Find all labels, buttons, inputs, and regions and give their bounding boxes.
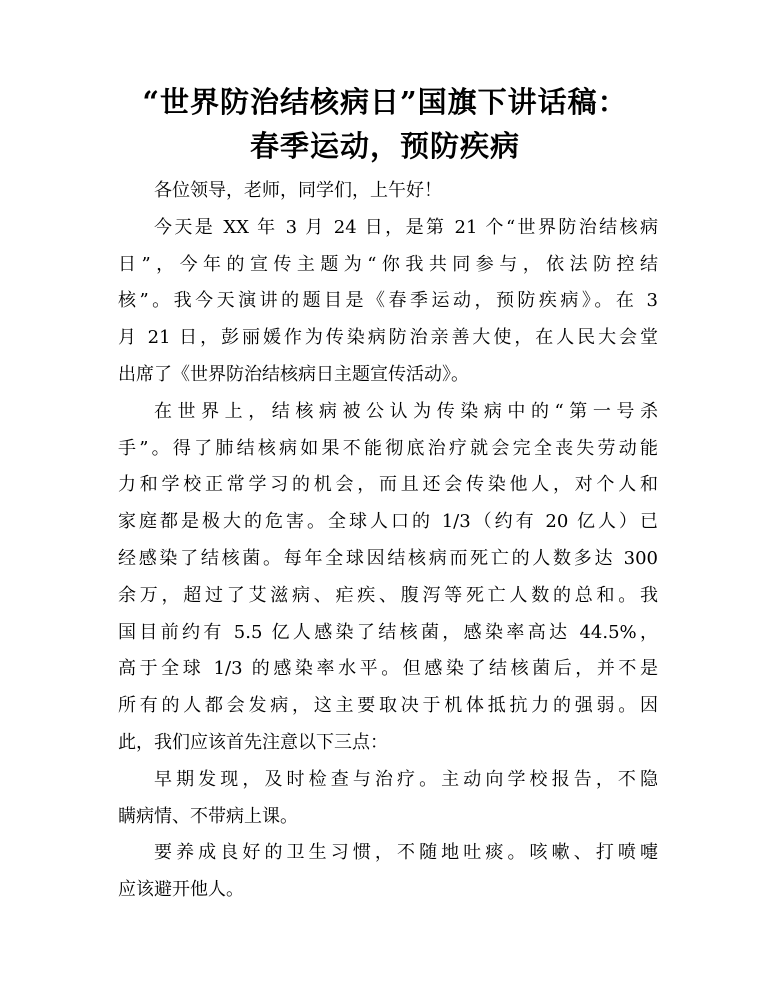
title-line-1: “世界防治结核病日”国旗下讲话稿：: [142, 85, 628, 119]
paragraph-1-line: 月 21 日，彭丽媛作为传染病防治亲善大使，在人民大会堂: [118, 327, 658, 349]
paragraph-2-line: 国目前约有 5.5 亿人感染了结核菌，感染率高达 44.5%，: [118, 621, 658, 643]
paragraph-2-line: 高于全球 1/3 的感染率水平。但感染了结核菌后，并不是: [118, 658, 658, 680]
paragraph-2-line: 手”。得了肺结核病如果不能彻底治疗就会完全丧失劳动能: [118, 437, 658, 459]
paragraph-1-line: 今天是 XX 年 3 月 24 日，是第 21 个“世界防治结核病: [154, 216, 658, 238]
paragraph-3-line: 瞒病情、不带病上课。: [118, 805, 298, 827]
paragraph-2-line: 经感染了结核菌。每年全球因结核病而死亡的人数多达 300: [118, 547, 658, 569]
paragraph-2-line: 余万，超过了艾滋病、疟疾、腹泻等死亡人数的总和。我: [118, 584, 658, 606]
paragraph-1-line: 日”，今年的宣传主题为“你我共同参与，依法防控结: [118, 253, 658, 275]
paragraph-2-line: 所有的人都会发病，这主要取决于机体抵抗力的强弱。因: [118, 695, 658, 717]
paragraph-4-line: 应该避开他人。: [118, 879, 244, 901]
paragraph-2-line: 此，我们应该首先注意以下三点：: [118, 731, 388, 753]
paragraph-2-line: 在世界上，结核病被公认为传染病中的“第一号杀: [154, 400, 658, 422]
greeting-line: 各位领导，老师，同学们，上午好！: [154, 180, 442, 201]
paragraph-1-line: 核”。我今天演讲的题目是《春季运动，预防疾病》。在 3: [118, 290, 658, 312]
paragraph-3-line: 早期发现，及时检查与治疗。主动向学校报告，不隐: [154, 768, 658, 790]
document-body: [118, 173, 658, 909]
paragraph-4-line: 要养成良好的卫生习惯，不随地吐痰。咳嗽、打喷嚏: [154, 842, 658, 864]
paragraph-1-line: 出席了《世界防治结核病日主题宣传活动》。: [118, 363, 469, 385]
paragraph-2-line: 家庭都是极大的危害。全球人口的 1/3（约有 20 亿人）已: [118, 511, 658, 533]
title-line-2: 春季运动，预防疾病: [249, 129, 520, 163]
document-title: [100, 80, 670, 168]
paragraph-2-line: 力和学校正常学习的机会，而且还会传染他人，对个人和: [118, 474, 658, 496]
